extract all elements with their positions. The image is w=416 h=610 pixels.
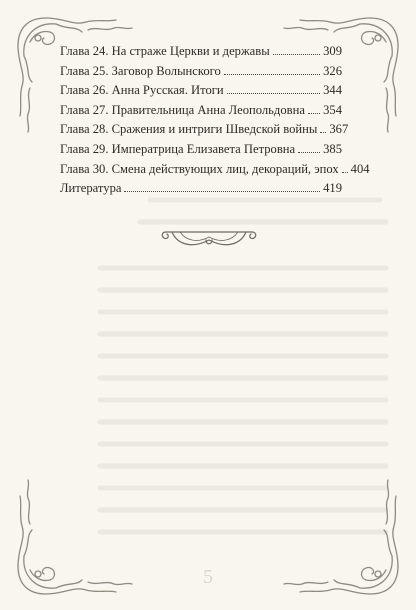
corner-flourish-bottom-right-icon <box>284 480 398 594</box>
toc-entry[interactable] <box>60 120 349 140</box>
toc-entry[interactable] <box>60 179 342 199</box>
toc-leader-dots <box>320 132 326 133</box>
toc-chapter-label: Глава 28. <box>60 122 109 137</box>
toc-leader-dots <box>273 54 320 55</box>
toc-chapter-title: Литература <box>60 181 122 196</box>
toc-entry[interactable] <box>60 160 370 180</box>
toc-leader-dots <box>224 74 320 75</box>
toc-entry[interactable] <box>60 140 342 160</box>
toc-entry[interactable] <box>60 81 342 101</box>
toc-leader-dots <box>227 93 320 94</box>
toc-page-number: 404 <box>350 161 370 176</box>
toc-chapter-label: Глава 30. <box>60 161 109 176</box>
toc-page-number: 419 <box>323 181 342 196</box>
toc-page-number: 344 <box>323 83 342 98</box>
page-number: 5 <box>203 566 213 588</box>
toc-chapter-title: Правительница Анна Леопольдовна <box>111 102 305 117</box>
toc-chapter-title: Сражения и интриги Шведской войны <box>111 122 318 137</box>
toc-entry[interactable] <box>60 62 342 82</box>
toc-chapter-label: Глава 26. <box>60 83 109 98</box>
toc-chapter-title: Анна Русская. Итоги <box>111 83 224 98</box>
toc-chapter-label: Глава 24. <box>60 44 109 58</box>
toc-page-number: 385 <box>323 141 342 156</box>
toc-chapter-title: Заговор Волынского <box>111 63 221 78</box>
ribbon-divider-icon <box>160 228 258 250</box>
toc-page-number: 354 <box>323 102 342 117</box>
toc-chapter-label: Глава 25. <box>60 63 109 78</box>
toc-chapter-title: Смена действующих лиц, декораций, эпох <box>111 161 339 176</box>
toc-entry[interactable] <box>60 42 342 62</box>
table-of-contents <box>60 42 370 199</box>
toc-page-number: 367 <box>329 122 349 137</box>
toc-chapter-title: На страже Церкви и державы <box>111 44 270 58</box>
toc-leader-dots <box>308 113 320 114</box>
toc-chapter-label: Глава 27. <box>60 102 109 117</box>
toc-chapter-title: Императрица Елизавета Петровна <box>111 141 296 156</box>
toc-chapter-label: Глава 29. <box>60 141 109 156</box>
toc-leader-dots <box>298 152 320 153</box>
toc-leader-dots <box>124 191 320 192</box>
toc-leader-dots <box>342 172 348 173</box>
toc-entry[interactable] <box>60 101 342 121</box>
toc-page-number: 309 <box>323 44 342 58</box>
toc-page-number: 326 <box>323 63 342 78</box>
corner-flourish-bottom-left-icon <box>18 480 132 594</box>
